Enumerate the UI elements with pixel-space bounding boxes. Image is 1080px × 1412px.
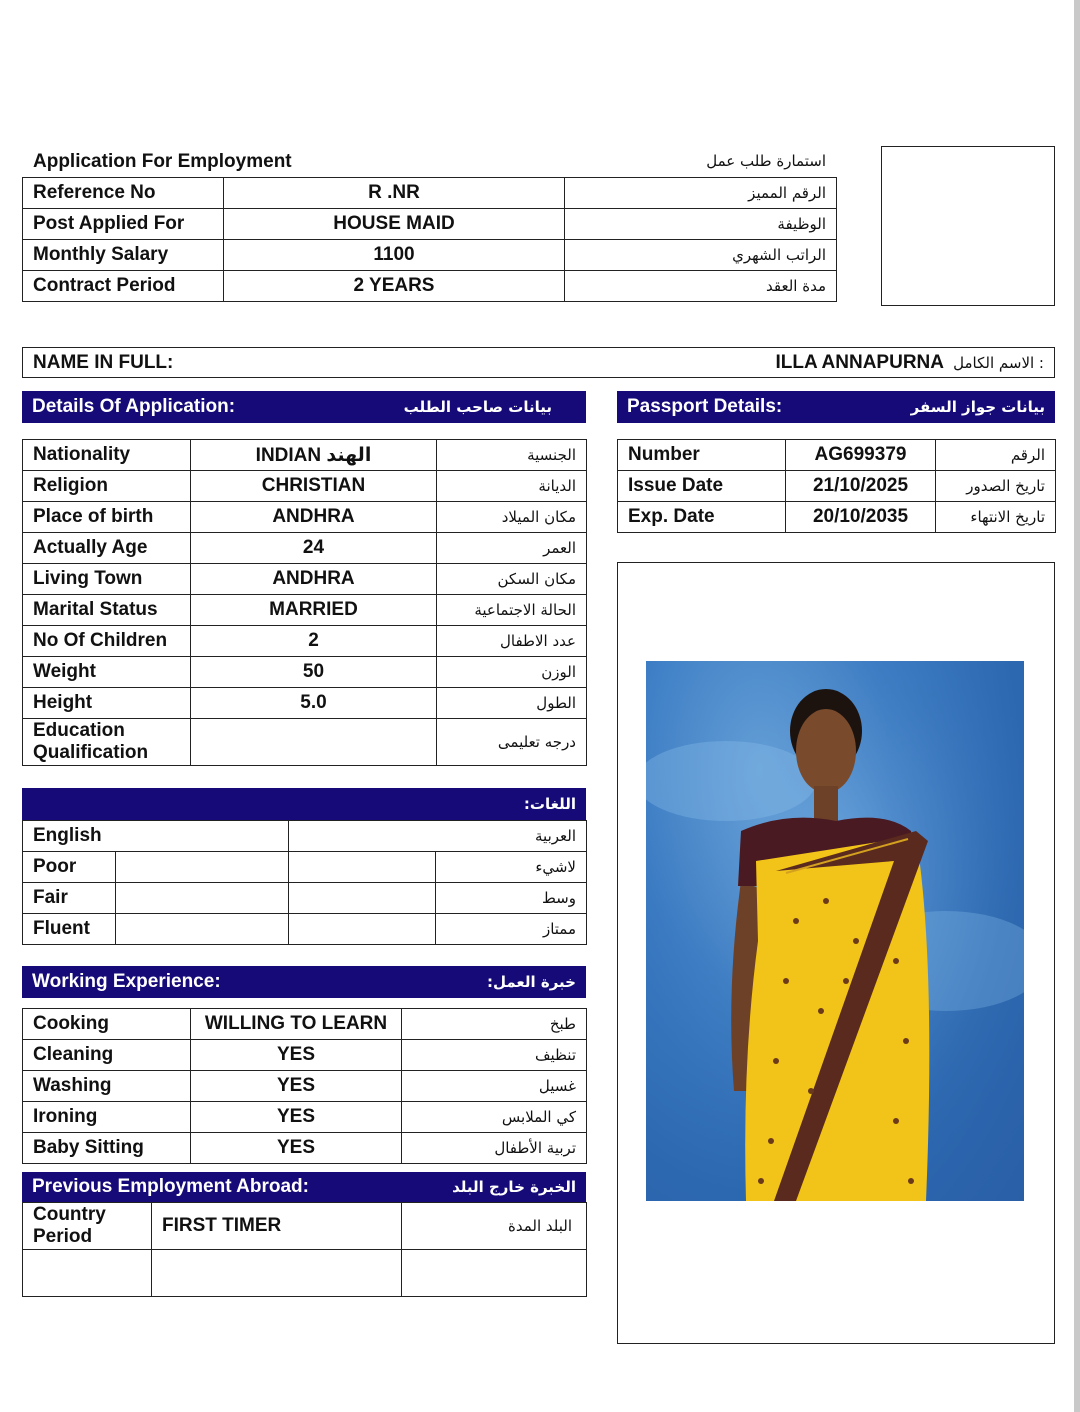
field-label: Cooking	[23, 1009, 191, 1040]
level-label: Fair	[23, 883, 116, 914]
arabic-level-cell[interactable]	[289, 883, 436, 914]
english-level-cell[interactable]	[116, 914, 289, 945]
level-label-arabic: وسط	[436, 883, 587, 914]
period-label: Period	[33, 1226, 93, 1247]
full-name-row	[22, 347, 1055, 378]
language-arabic: العربية	[289, 821, 587, 852]
field-value: 5.0	[191, 688, 437, 719]
table-row	[23, 883, 587, 914]
full-name-label-arabic: : الاسم الكامل	[953, 354, 1044, 372]
english-level-cell[interactable]	[116, 852, 289, 883]
language-english: English	[23, 821, 289, 852]
section-title: Previous Employment Abroad:	[32, 1176, 309, 1197]
field-label: Cleaning	[23, 1040, 191, 1071]
field-label-arabic: كي الملابس	[402, 1102, 587, 1133]
previous-employment-table	[22, 1202, 587, 1297]
field-label: Nationality	[23, 440, 191, 471]
education-label-line1: Education	[33, 720, 125, 741]
field-label-arabic: مكان الميلاد	[437, 502, 587, 533]
field-label-arabic: تنظيف	[402, 1040, 587, 1071]
level-label-arabic: ممتاز	[436, 914, 587, 945]
field-label: No Of Children	[23, 626, 191, 657]
details-section-header	[22, 391, 586, 423]
experience-table	[22, 1008, 587, 1164]
languages-section-header	[22, 788, 586, 820]
field-label: Exp. Date	[618, 502, 786, 533]
field-value: YES	[191, 1040, 402, 1071]
arabic-level-cell[interactable]	[289, 914, 436, 945]
arabic-level-cell[interactable]	[289, 852, 436, 883]
field-label: Washing	[23, 1071, 191, 1102]
section-title: Working Experience:	[32, 971, 221, 992]
section-title-arabic: اللغات:	[523, 795, 576, 813]
field-label-arabic: طبخ	[402, 1009, 587, 1040]
section-title: Passport Details:	[627, 396, 783, 417]
languages-table	[22, 820, 587, 945]
field-label-arabic: الديانة	[437, 471, 587, 502]
section-title-arabic: بيانات جواز السفر	[910, 398, 1045, 416]
field-label-arabic: الرقم	[936, 440, 1056, 471]
field-value: HOUSE MAID	[224, 209, 565, 240]
section-title-arabic: خبرة العمل:	[486, 973, 576, 991]
applicant-photo	[646, 661, 1024, 1201]
field-label-arabic: البلد المدة	[402, 1203, 587, 1250]
full-name-label: NAME IN FULL:	[33, 352, 174, 373]
passport-table	[617, 439, 1056, 533]
details-table	[22, 439, 587, 766]
empty-cell[interactable]	[152, 1250, 402, 1297]
table-row	[23, 852, 587, 883]
field-label-arabic: الوظيفة	[565, 209, 837, 240]
top-info-table	[22, 177, 837, 302]
table-row	[23, 471, 587, 502]
level-label-arabic: لاشيء	[436, 852, 587, 883]
table-row	[23, 564, 587, 595]
field-value: 50	[191, 657, 437, 688]
field-label: Place of birth	[23, 502, 191, 533]
field-value: 24	[191, 533, 437, 564]
field-value: AG699379	[786, 440, 936, 471]
table-row	[618, 440, 1056, 471]
field-value: YES	[191, 1071, 402, 1102]
field-label: Ironing	[23, 1102, 191, 1133]
table-row	[23, 1203, 587, 1250]
education-label-line2: Qualification	[33, 742, 149, 763]
scrollbar[interactable]	[1074, 0, 1080, 1412]
field-label-arabic: الرقم المميز	[565, 178, 837, 209]
table-row	[23, 688, 587, 719]
table-row	[618, 502, 1056, 533]
field-label: Living Town	[23, 564, 191, 595]
english-level-cell[interactable]	[116, 883, 289, 914]
field-value: 2	[191, 626, 437, 657]
table-row	[23, 1040, 587, 1071]
passport-section-header	[617, 391, 1055, 423]
field-value: 20/10/2035	[786, 502, 936, 533]
table-row	[23, 1071, 587, 1102]
field-value: YES	[191, 1102, 402, 1133]
field-label-arabic: العمر	[437, 533, 587, 564]
table-row	[23, 209, 837, 240]
field-label: Post Applied For	[23, 209, 224, 240]
field-value: MARRIED	[191, 595, 437, 626]
field-label: Height	[23, 688, 191, 719]
table-row	[618, 471, 1056, 502]
field-value: WILLING TO LEARN	[191, 1009, 402, 1040]
table-row	[23, 1250, 587, 1297]
field-value: INDIAN الهند	[191, 440, 437, 471]
field-label: Weight	[23, 657, 191, 688]
field-label-arabic: تاريخ الانتهاء	[936, 502, 1056, 533]
field-label: Actually Age	[23, 533, 191, 564]
field-label-arabic: الوزن	[437, 657, 587, 688]
table-row	[23, 914, 587, 945]
field-label-arabic: مدة العقد	[565, 271, 837, 302]
field-value: 1100	[224, 240, 565, 271]
experience-section-header	[22, 966, 586, 998]
field-label: Baby Sitting	[23, 1133, 191, 1164]
field-label: Number	[618, 440, 786, 471]
field-label-arabic: غسيل	[402, 1071, 587, 1102]
empty-cell[interactable]	[23, 1250, 152, 1297]
section-title-arabic: بيانات صاحب الطلب	[403, 398, 552, 416]
field-value: R .NR	[224, 178, 565, 209]
table-row	[23, 178, 837, 209]
table-row	[23, 533, 587, 564]
field-label: Marital Status	[23, 595, 191, 626]
table-row	[23, 626, 587, 657]
field-label-arabic: الراتب الشهري	[565, 240, 837, 271]
table-row	[23, 1102, 587, 1133]
country-label: Country	[33, 1204, 106, 1225]
field-value	[191, 719, 437, 766]
field-label: Contract Period	[23, 271, 224, 302]
table-row	[23, 719, 587, 766]
empty-cell[interactable]	[402, 1250, 587, 1297]
table-row	[23, 440, 587, 471]
field-label-arabic: تربية الأطفال	[402, 1133, 587, 1164]
applicant-photo-illustration	[646, 661, 1024, 1201]
section-title-arabic: الخبرة خارج البلد	[452, 1178, 576, 1196]
table-row	[23, 240, 837, 271]
field-value: CHRISTIAN	[191, 471, 437, 502]
level-label: Poor	[23, 852, 116, 883]
field-label: Reference No	[23, 178, 224, 209]
field-label	[23, 1203, 152, 1250]
field-label-arabic: درجه تعليمى	[437, 719, 587, 766]
table-row	[23, 595, 587, 626]
field-label	[23, 719, 191, 766]
field-label-arabic: الحالة الاجتماعية	[437, 595, 587, 626]
table-row	[23, 657, 587, 688]
form-title: Application For Employment	[33, 151, 292, 172]
field-label-arabic: مكان السكن	[437, 564, 587, 595]
field-value: FIRST TIMER	[152, 1203, 402, 1250]
table-row	[23, 1009, 587, 1040]
field-value: 21/10/2025	[786, 471, 936, 502]
field-value: YES	[191, 1133, 402, 1164]
table-row	[23, 821, 587, 852]
field-label-arabic: تاريخ الصدور	[936, 471, 1056, 502]
field-label-arabic: الطول	[437, 688, 587, 719]
field-value: ANDHRA	[191, 502, 437, 533]
level-label: Fluent	[23, 914, 116, 945]
field-label: Monthly Salary	[23, 240, 224, 271]
field-value: ANDHRA	[191, 564, 437, 595]
section-title: Details Of Application:	[32, 396, 236, 417]
field-label-arabic: الجنسية	[437, 440, 587, 471]
field-value: 2 YEARS	[224, 271, 565, 302]
photo-placeholder-box	[881, 146, 1055, 306]
table-row	[23, 1133, 587, 1164]
full-name-value: ILLA ANNAPURNA	[775, 352, 944, 373]
table-row	[23, 271, 837, 302]
form-title-arabic: استمارة طلب عمل	[706, 152, 826, 170]
field-label: Issue Date	[618, 471, 786, 502]
field-label: Religion	[23, 471, 191, 502]
previous-employment-header	[22, 1172, 586, 1202]
table-row	[23, 502, 587, 533]
field-label-arabic: عدد الاطفال	[437, 626, 587, 657]
